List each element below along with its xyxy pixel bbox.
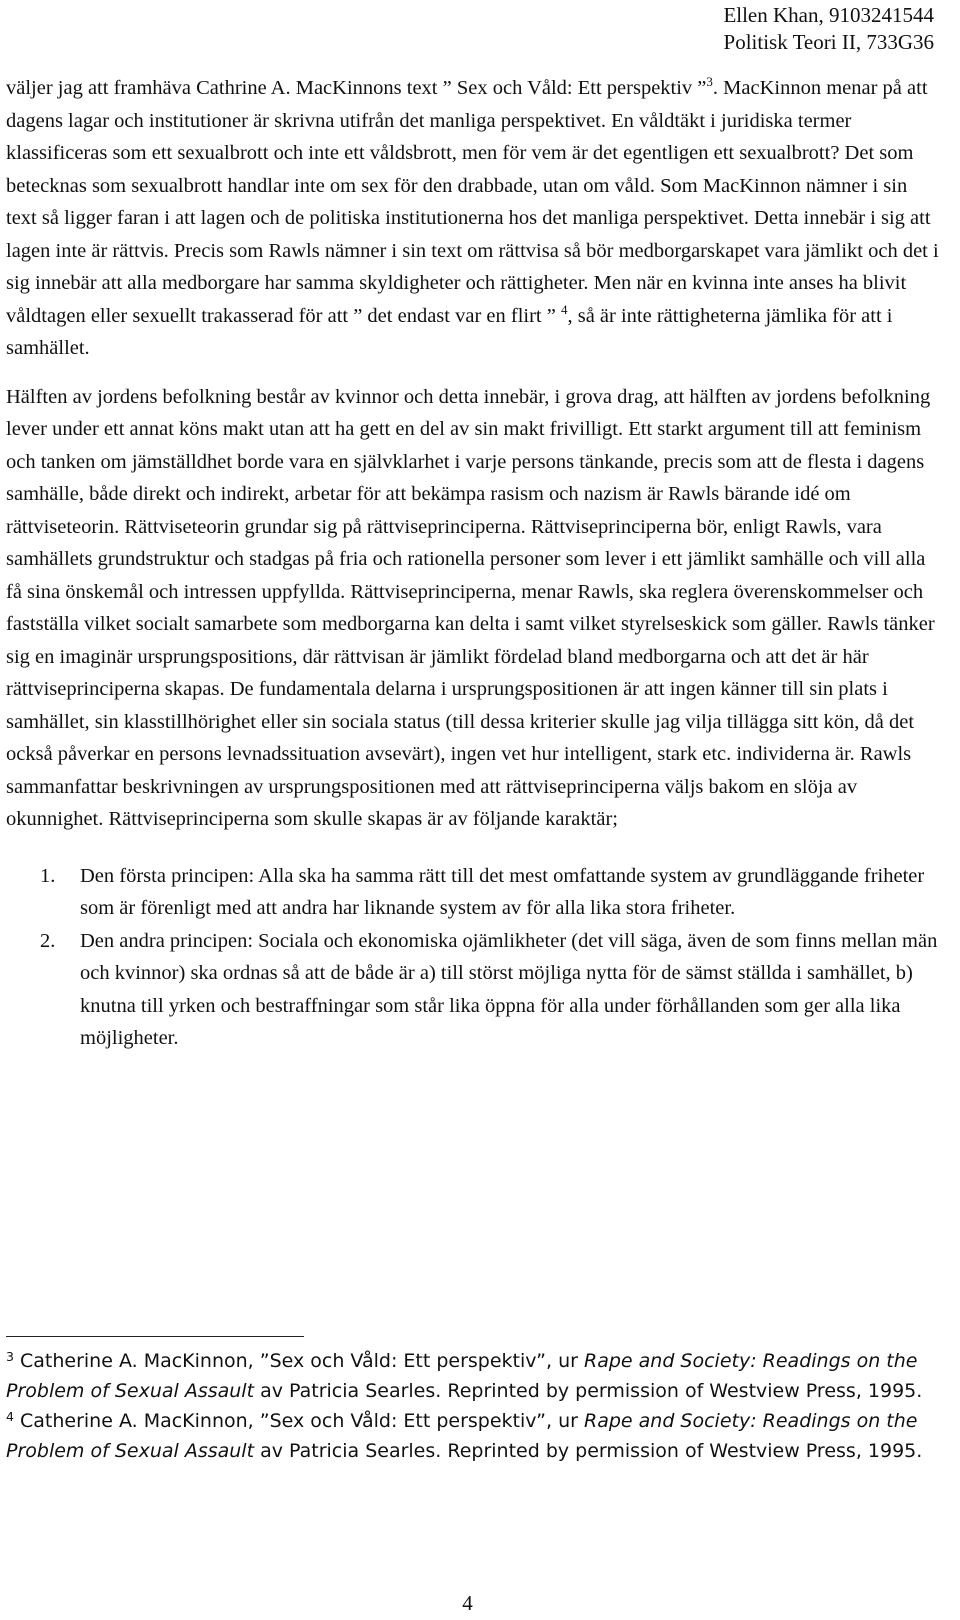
body-text (6, 72, 941, 1055)
footnote-ref-4[interactable]: 4 (560, 301, 568, 317)
footnote-4 (6, 1406, 941, 1466)
footnote-ref-3[interactable]: 3 (706, 74, 713, 89)
paragraph-1-part-2: . MacKinnon menar på att dagens lagar och institutioner är skrivna utifrån det manliga perspektivet. En våldtäkt i juridiska termer klassificeras som ett sexualbrott och inte ett våldsbrott, men för vem är det egentligen ett sexualbrott? Det som betecknas som sexualbrott handlar inte om sex för den drabbade, utan om våld. Som MacKinnon nämner i sin text så ligger faran i att lagen och de politiska institutionerna hos det manliga perspektivet. Detta innebär i sig att lagen inte är rättvis. Precis som Rawls nämner i sin text om rättvisa så bör medborgarskapet vara jämlikt och det i sig innebär att alla medborgare har samma skyldigheter och rättigheter. Men när en kvinna inte anses ha blivit våldtagen eller sexuellt trakasserad för att ” det endast var en flirt ” (6, 77, 939, 327)
page-number: 4 (462, 1591, 473, 1615)
list-item-number: 1. (40, 864, 56, 887)
header-author-line: Ellen Khan, 9103241544 (723, 3, 934, 27)
footnote-separator (6, 1336, 304, 1337)
principles-list (6, 860, 941, 1055)
paragraph-1-part-1: väljer jag att framhäva Cathrine A. MacKinnons text ” Sex och Våld: Ett perspektiv ” (6, 77, 707, 99)
list-item-text: Den andra principen: Sociala och ekonomiska ojämlikheter (det vill säga, även de som finns mellan män och kvinnor) ska ordnas så att de både är a) till störst möjliga nytta för de sämst ställda i samhället, b) knutna till yrken och bestraffningar som står lika öppna för alla under förhållanden som ger alla lika möjligheter. (80, 929, 938, 1049)
footnotes (6, 1346, 941, 1466)
footnote-book-title: Rape and Society: Readings on the Problem of Sexual Assault (6, 1350, 918, 1402)
footnote-text: Catherine A. MacKinnon, ”Sex och Våld: Ett perspektiv”, ur (13, 1350, 584, 1372)
list-item (6, 925, 941, 1055)
footnote-text: av Patricia Searles. Reprinted by permission of Westview Press, 1995. (254, 1440, 923, 1462)
list-item (6, 860, 941, 925)
footnote-text: Catherine A. MacKinnon, ”Sex och Våld: Ett perspektiv”, ur (13, 1410, 584, 1432)
paragraph-2: Hälften av jordens befolkning består av kvinnor och detta innebär, i grova drag, att hälften av jordens befolkning lever under ett annat köns makt utan att ha gett en del av sin makt frivilligt. Ett starkt argument till att feminism och tanken om jämställdhet borde vara en självklarhet i varje persons tänkande, precis som att de flesta i dagens samhälle, både direkt och indirekt, arbetar för att bekämpa rasism och nazism är Rawls bärande idé om rättviseteorin. Rättviseteorin grundar sig på rättviseprinciperna. Rättviseprinciperna bör, enligt Rawls, vara samhällets grundstruktur och stadgas på fria och rationella personer som lever i ett jämlikt samhälle och vill alla få sina önskemål och intressen uppfyllda. Rättviseprinciperna, menar Rawls, ska reglera överenskommelser och fastställa vilket socialt samarbete som medborgarna kan delta i samt vilket styrelseskick som gäller. Rawls tänker sig en imaginär ursprungspositions, där rättvisan är jämlikt fördelad bland medborgarna och att det är här rättviseprinciperna skapas. De fundamentala delarna i ursprungspositionen är att ingen känner till sin plats i samhället, sin klasstillhörighet eller sin sociala status (till dessa kriterier skulle jag vilja tillägga sitt kön, då det också påverkar en persons levnadssituation avsevärt), ingen vet hur intelligent, stark etc. individerna är. Rawls sammanfattar beskrivningen av ursprungspositionen med att rättviseprinciperna väljs bakom en slöja av okunnighet. Rättviseprinciperna som skulle skapas är av följande karaktär; (6, 385, 935, 830)
paragraph-1 (6, 72, 941, 365)
footnote-number: 3 (6, 1349, 14, 1364)
page-header (723, 2, 934, 56)
footnote-3 (6, 1346, 941, 1406)
list-item-text: Den första principen: Alla ska ha samma rätt till det mest omfattande system av grundläggande friheter som är förenligt med att andra har liknande system av för alla lika stora friheter. (80, 864, 925, 919)
list-item-number: 2. (40, 929, 56, 952)
footnote-book-title: Rape and Society: Readings on the Problem of Sexual Assault (6, 1410, 918, 1462)
footnote-text: av Patricia Searles. Reprinted by permission of Westview Press, 1995. (254, 1380, 923, 1402)
header-course-line: Politisk Teori II, 733G36 (723, 30, 934, 54)
paragraph-1-part-3: , så är inte rättigheterna jämlika för att i samhället. (6, 304, 893, 359)
footnote-number: 4 (6, 1409, 14, 1424)
